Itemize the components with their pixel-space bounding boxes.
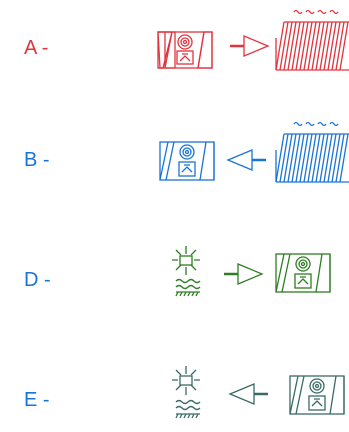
radiator-icon (276, 11, 349, 71)
heat-pump-unit-icon (290, 376, 344, 414)
row-e-diagram (0, 352, 349, 432)
row-a-label: A - (24, 37, 49, 59)
row-e (0, 352, 349, 432)
ground-water-icon (176, 401, 200, 419)
sun-icon (172, 366, 200, 395)
heat-pump-unit-icon (158, 32, 212, 68)
row-d-diagram (0, 234, 349, 314)
heat-pump-unit-icon (160, 142, 214, 180)
radiator-icon (276, 123, 349, 183)
row-d (0, 234, 349, 314)
ground-water-icon (176, 280, 200, 297)
row-a-diagram (0, 8, 349, 88)
row-b-diagram (0, 118, 349, 198)
row-e-label: E - (24, 389, 50, 411)
row-b (0, 118, 349, 198)
flow-arrow-icon (230, 384, 268, 404)
row-b-label: B - (24, 149, 50, 171)
heat-pump-unit-icon (276, 254, 330, 292)
flow-arrow-icon (224, 264, 262, 284)
row-d-label: D - (24, 269, 51, 291)
sun-icon (172, 246, 200, 275)
row-a (0, 8, 349, 88)
flow-arrow-icon (228, 150, 266, 170)
flow-arrow-icon (230, 36, 268, 56)
